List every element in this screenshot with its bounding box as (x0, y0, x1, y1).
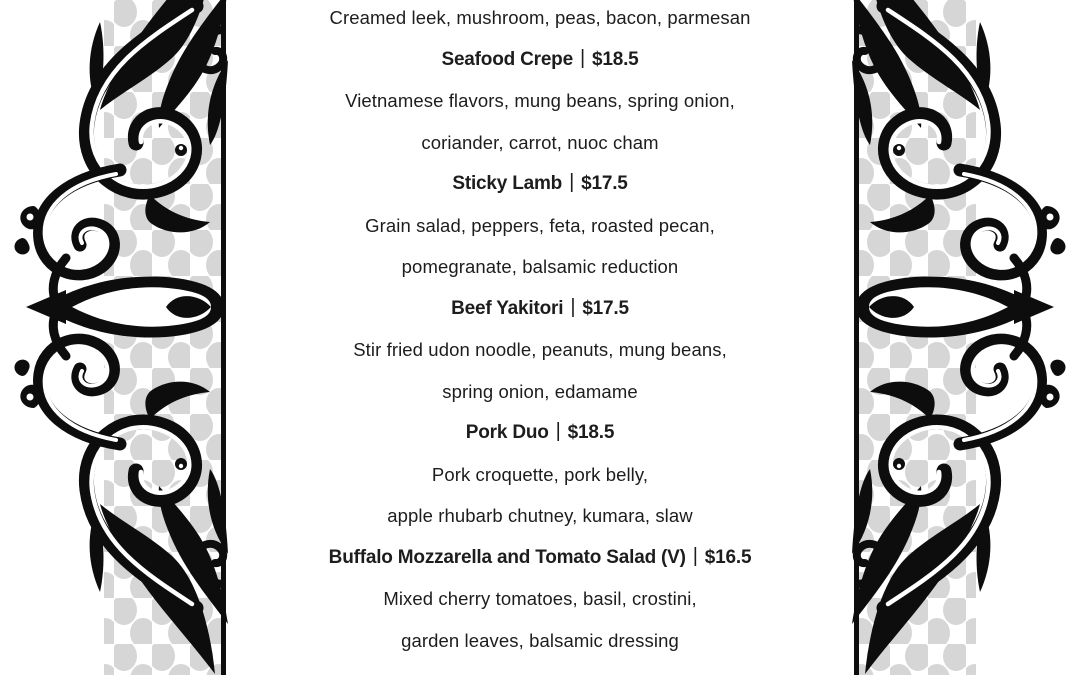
menu-item-price: $18.5 (567, 422, 615, 443)
menu-item-description: apple rhubarb chutney, kumara, slaw (387, 505, 693, 526)
price-separator: | (692, 544, 698, 567)
menu-item-price: $16.5 (704, 546, 752, 568)
menu-item-description: Grain salad, peppers, feta, roasted pecan, (365, 214, 715, 236)
menu-item-name: Pork Duo (465, 422, 549, 443)
menu-item-description: Pork croquette, pork belly, (431, 463, 649, 485)
menu-item-description: Vietnamese flavors, mung beans, spring onion, (345, 90, 735, 111)
right-ornament-border (852, 0, 1080, 675)
menu-item-description: garden leaves, balsamic dressing (401, 629, 679, 651)
menu-item-description: Stir fried udon noodle, peanuts, mung beans, (353, 339, 727, 360)
menu-item-description: Creamed leek, mushroom, peas, bacon, parmesan (329, 7, 751, 28)
flourish-ornament (852, 0, 1080, 675)
price-separator: | (569, 171, 575, 193)
menu-text-column (228, 0, 852, 675)
price-separator: | (570, 295, 576, 318)
menu-item-title (228, 163, 852, 205)
menu-item-title (228, 288, 852, 330)
menu-item-price: $17.5 (582, 297, 629, 319)
menu-item-price: $17.5 (581, 173, 628, 194)
menu-item-description: Mixed cherry tomatoes, basil, crostini, (383, 588, 697, 609)
menu-item-description: coriander, carrot, nuoc cham (421, 131, 659, 153)
menu-item-name: Sticky Lamb (452, 173, 563, 194)
left-ornament-border (0, 0, 228, 675)
price-separator: | (579, 46, 585, 69)
flourish-ornament (0, 0, 228, 675)
menu-item-description: spring onion, edamame (442, 380, 638, 402)
menu-item-description: pomegranate, balsamic reduction (401, 256, 679, 277)
menu-item-title (228, 39, 852, 81)
price-separator: | (555, 420, 561, 442)
menu-item-name: Beef Yakitori (451, 297, 564, 319)
menu-item-title (228, 412, 852, 454)
menu-item-title (228, 537, 852, 579)
menu-item-price: $18.5 (591, 48, 639, 70)
menu-item-name: Buffalo Mozzarella and Tomato Salad (V) (328, 546, 686, 568)
menu-item-name: Seafood Crepe (441, 48, 573, 70)
